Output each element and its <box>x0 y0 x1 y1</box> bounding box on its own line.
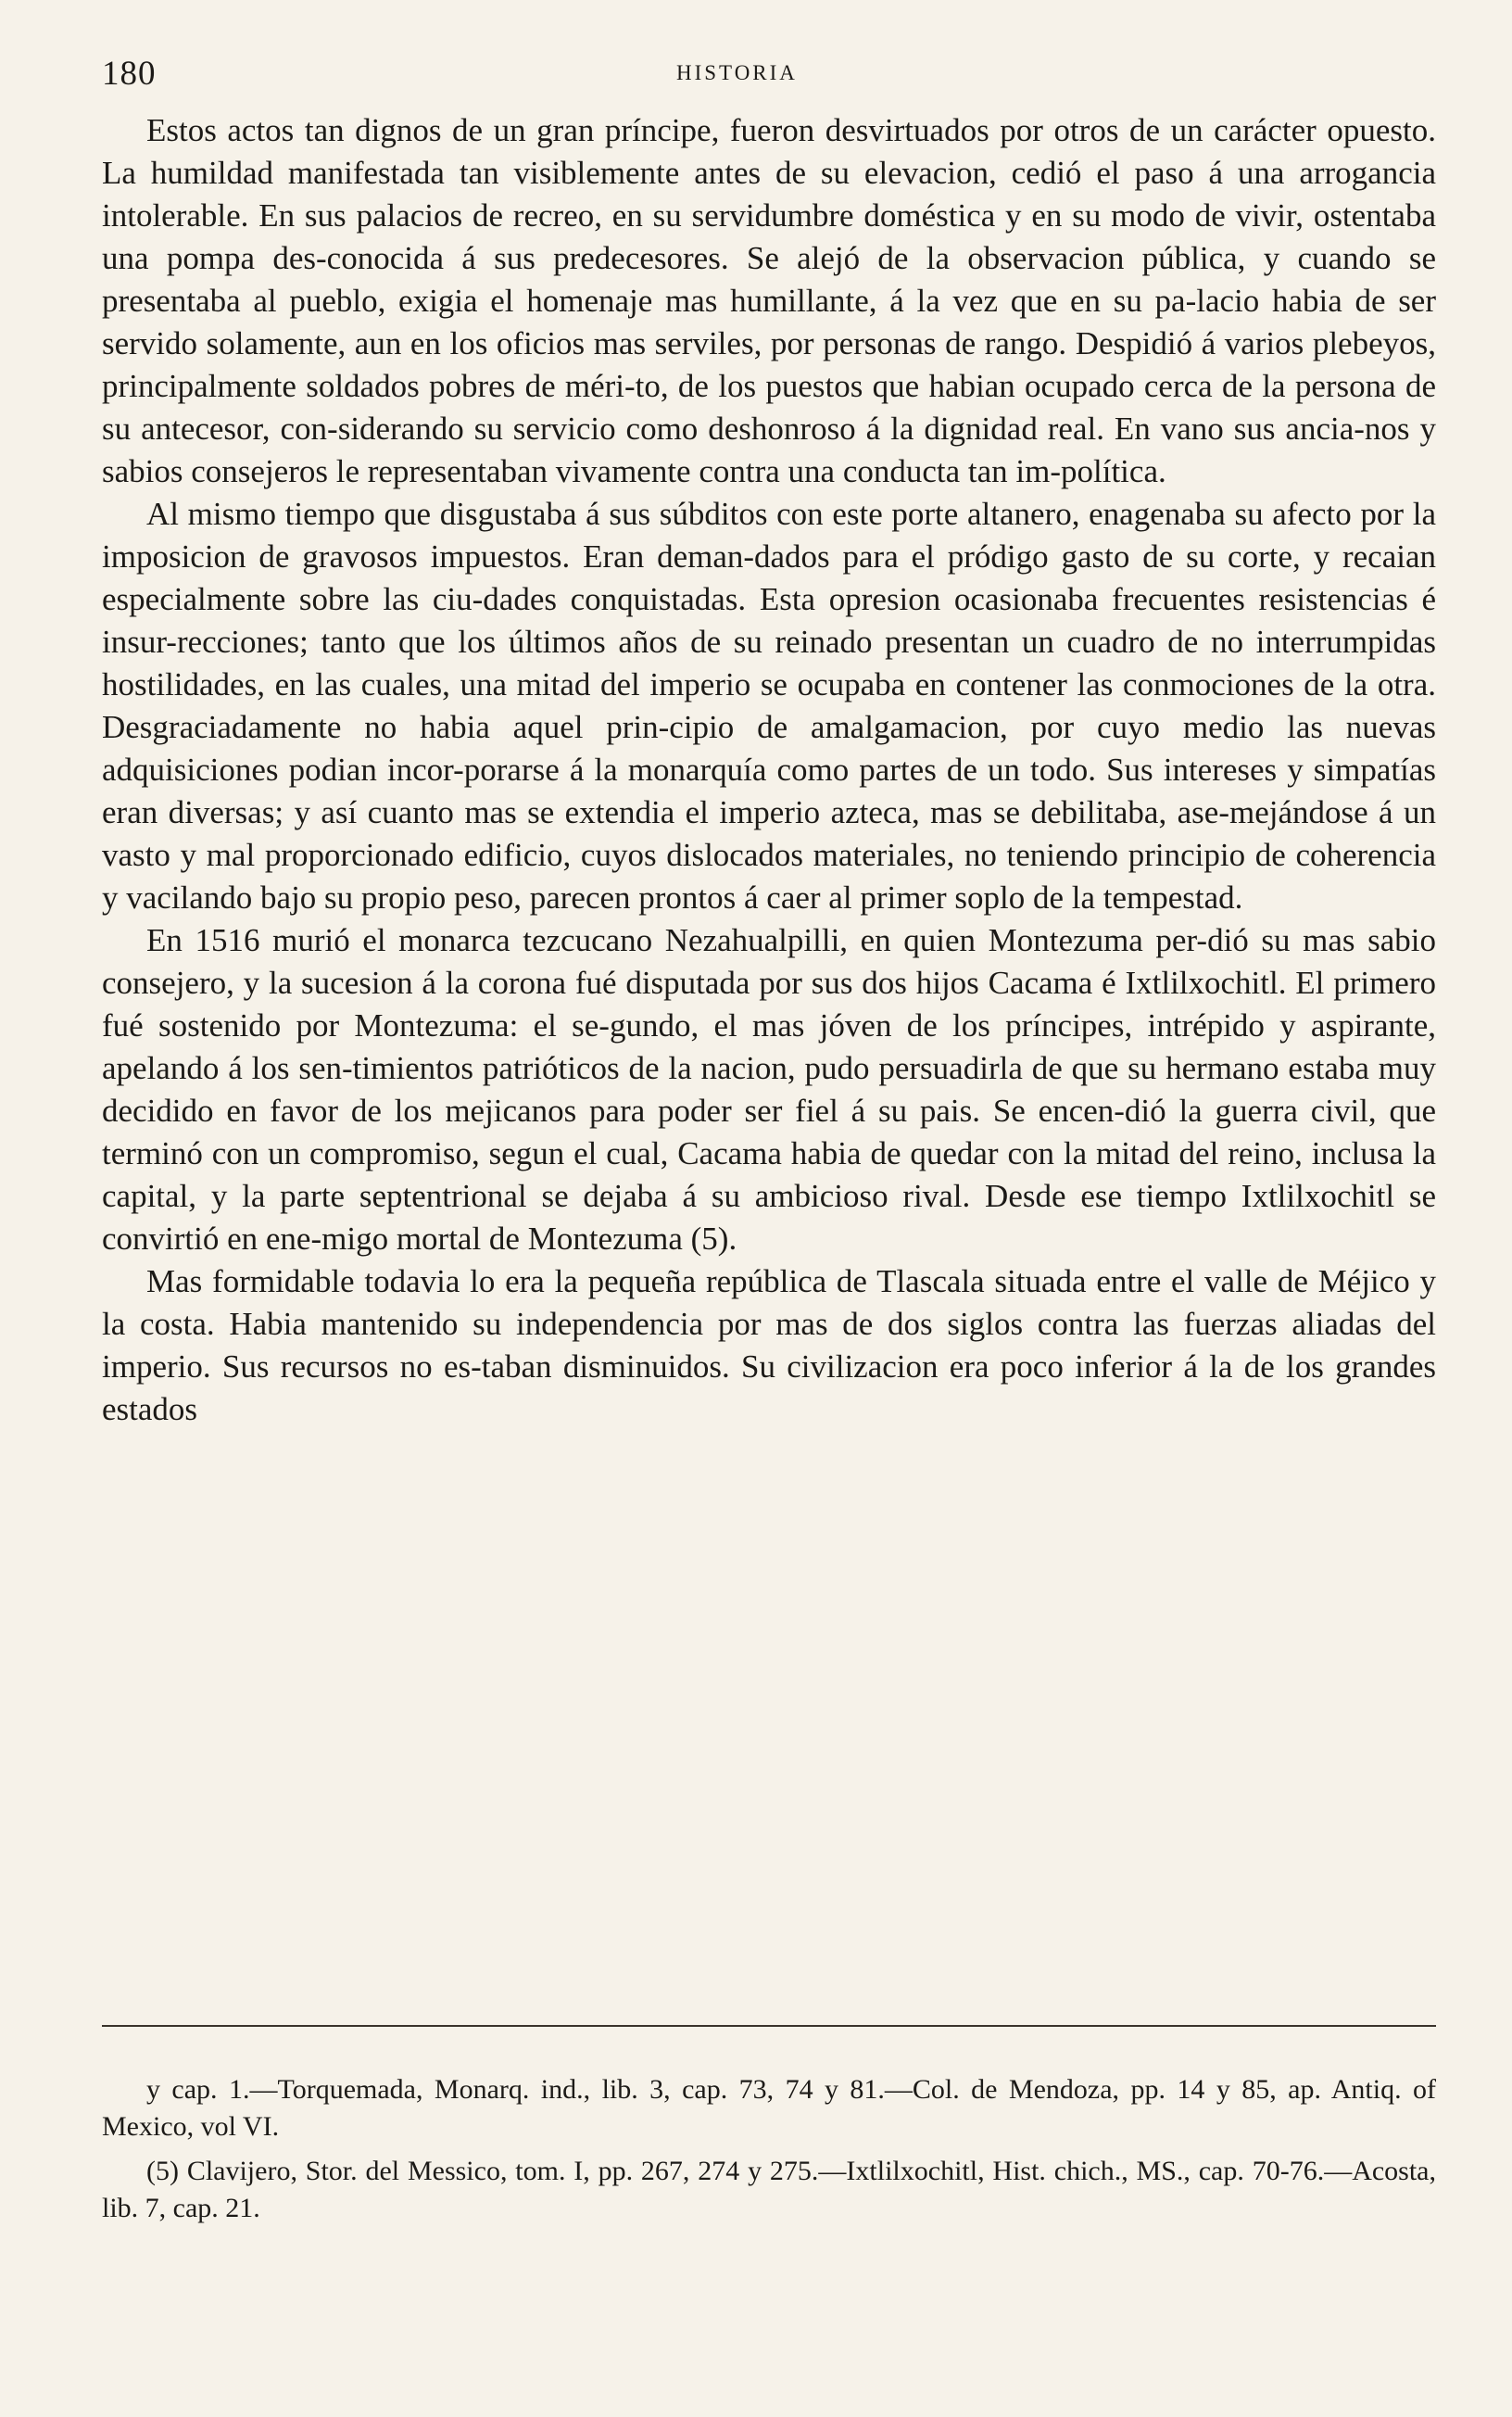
paragraph: Al mismo tiempo que disgustaba á sus súbditos con este porte altanero, enagenaba su afecto por la imposicion de gravosos impuestos. Eran deman-dados para el pródigo gasto de su corte, y recaian especialmente sobre las ciu-dades conquistadas. Esta opresion ocasionaba frecuentes resistencias é insur-recciones; tanto que los últimos años de su reinado presentan un cuadro de no interrumpidas hostilidades, en las cuales, una mitad del imperio se ocupaba en contener las conmociones de la otra. Desgraciadamente no habia aquel prin-cipio de amalgamacion, por cuyo medio las nuevas adquisiciones podian incor-porarse á la monarquía como partes de un todo. Sus intereses y simpatías eran diversas; y así cuanto mas se extendia el imperio azteca, mas se debilitaba, ase-mejándose á un vasto y mal proporcionado edificio, cuyos dislocados materiales, no teniendo principio de coherencia y vacilando bajo su propio peso, parecen prontos á caer al primer soplo de la tempestad. <box>102 496 1436 916</box>
footnote-continued: y cap. 1.—Torquemada, Monarq. ind., lib. 3, cap. 73, 74 y 81.—Col. de Mendoza, pp. 14 y 85, ap. Antiq. of Mexico, vol VI. <box>102 2074 1436 2142</box>
footnote-rule <box>102 2025 1436 2027</box>
footnotes <box>102 2071 1436 2234</box>
paragraph: Estos actos tan dignos de un gran príncipe, fueron desvirtuados por otros de un carácter opuesto. La humildad manifestada tan visiblemente antes de su elevacion, cedió el paso á una arrogancia intolerable. En sus palacios de recreo, en su servidumbre doméstica y en su modo de vivir, ostentaba una pompa des-conocida á sus predecesores. Se alejó de la observacion pública, y cuando se presentaba al pueblo, exigia el homenaje mas humillante, á la vez que en su pa-lacio habia de ser servido solamente, aun en los oficios mas serviles, por personas de rango. Despidió á varios plebeyos, principalmente soldados pobres de méri-to, de los puestos que habian ocupado cerca de la persona de su antecesor, con-siderando su servicio como deshonroso á la dignidad real. En vano sus ancia-nos y sabios consejeros le representaban vivamente contra una conducta tan im-política. <box>102 112 1436 489</box>
paragraph: En 1516 murió el monarca tezcucano Nezahualpilli, en quien Montezuma per-dió su mas sabio consejero, y la sucesion á la corona fué disputada por sus dos hijos Cacama é Ixtlilxochitl. El primero fué sostenido por Montezuma: el se-gundo, el mas jóven de los príncipes, intrépido y aspirante, apelando á los sen-timientos patrióticos de la nacion, pudo persuadirla de que su hermano estaba muy decidido en favor de los mejicanos para poder ser fiel á su pais. Se encen-dió la guerra civil, que terminó con un compromiso, segun el cual, Cacama habia de quedar con la mitad del reino, inclusa la capital, y la parte septentrional se dejaba á su ambicioso rival. Desde ese tiempo Ixtlilxochitl se convirtió en ene-migo mortal de Montezuma (5). <box>102 922 1436 1257</box>
page-number: 180 <box>102 55 157 93</box>
running-head <box>102 54 1436 106</box>
paragraph: Mas formidable todavia lo era la pequeña república de Tlascala situada entre el valle de Méjico y la costa. Habia mantenido su independencia por mas de dos siglos contra las fuerzas aliadas del imperio. Sus recursos no es-taban disminuidos. Su civilizacion era poco inferior á la de los grandes estados <box>102 1263 1436 1427</box>
footnote-5: (5) Clavijero, Stor. del Messico, tom. I, pp. 267, 274 y 275.—Ixtlilxochitl, Hist. chich., MS., cap. 70-76.—Acosta, lib. 7, cap. 21. <box>102 2156 1436 2223</box>
body-text <box>102 109 1436 1431</box>
running-title: HISTORIA <box>676 61 798 84</box>
